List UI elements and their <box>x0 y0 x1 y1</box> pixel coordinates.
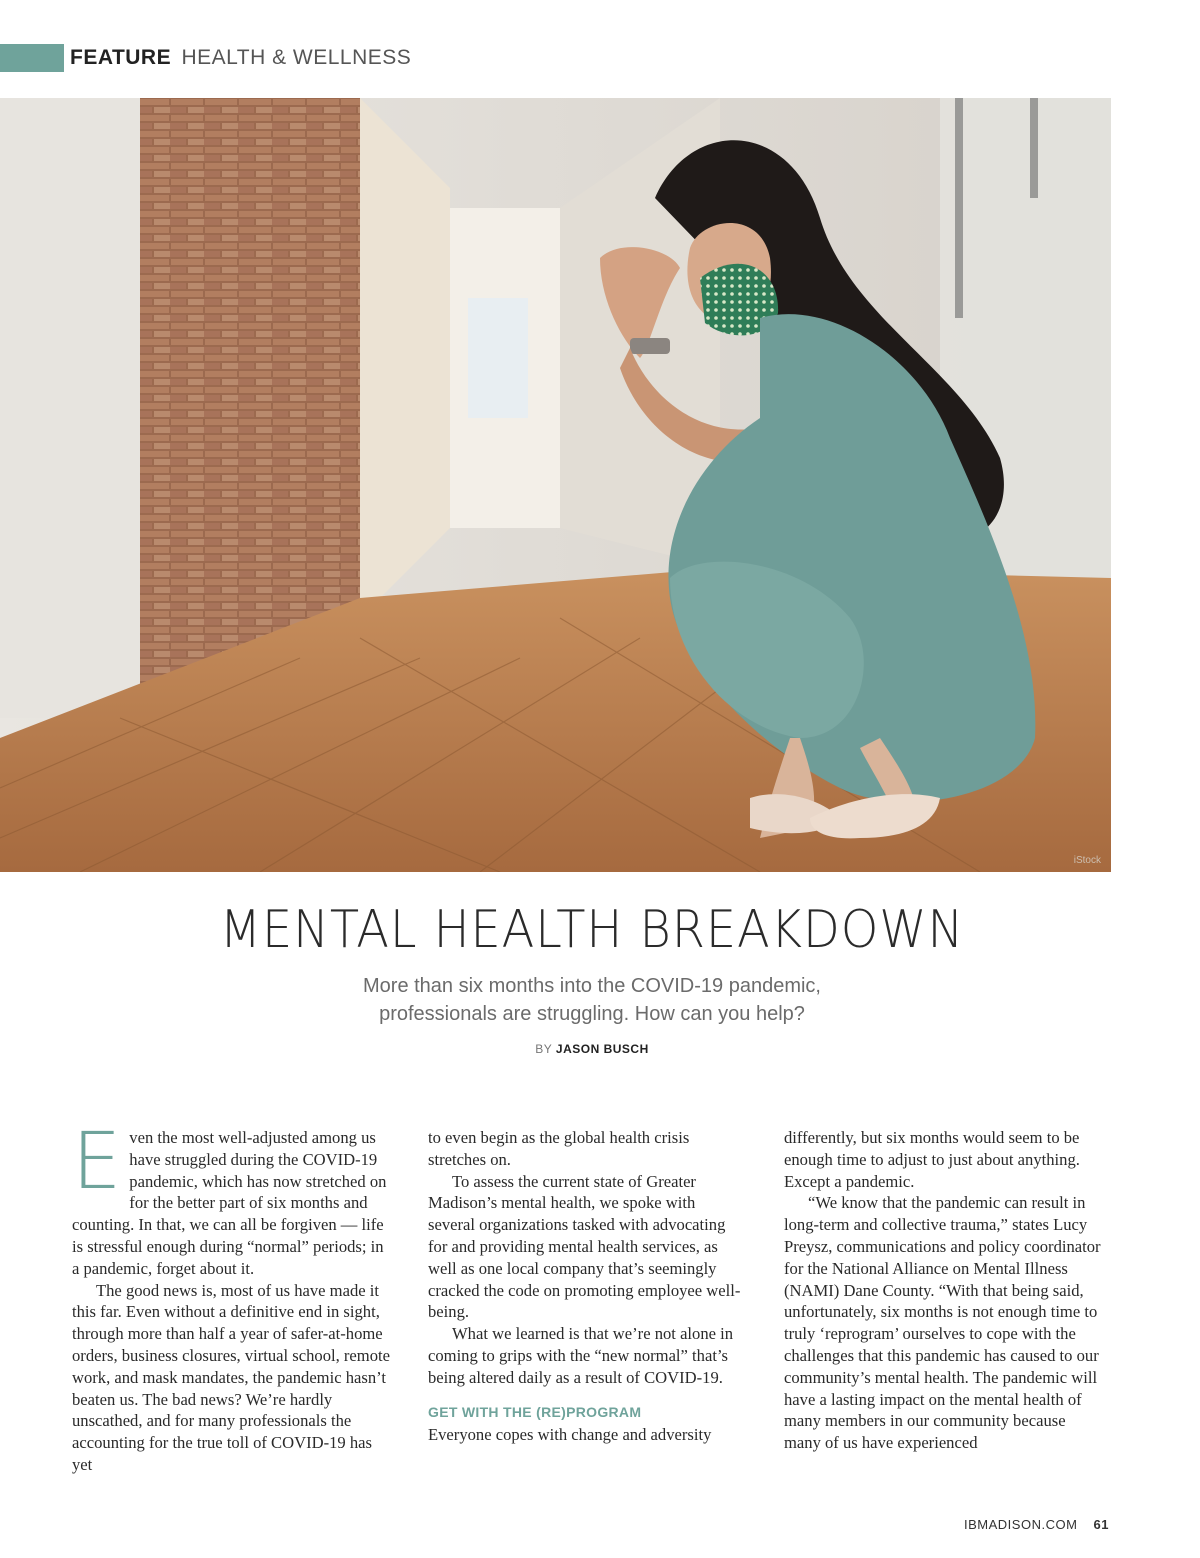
section-label <box>70 46 411 70</box>
paragraph: Everyone copes with change and adversity <box>428 1425 712 1445</box>
drop-cap: E <box>72 1117 122 1207</box>
byline-prefix: BY <box>535 1042 553 1056</box>
article-dek <box>0 972 1184 1028</box>
article-column-2 <box>428 1127 746 1446</box>
section-subhead: GET WITH THE (RE)PROGRAM <box>428 1403 642 1420</box>
paragraph: What we learned is that we’re not alone in coming to grips with the “new normal” that’s being altered daily as a result of COVID-19. <box>428 1324 734 1387</box>
section-subtitle: HEALTH & WELLNESS <box>181 46 412 69</box>
byline <box>0 1042 1184 1056</box>
section-accent-bar <box>0 44 64 72</box>
dek-line: More than six months into the COVID-19 pandemic, <box>363 975 821 997</box>
paragraph-text: ven the most well-adjusted among us have struggled during the COVID-19 pandemic, which has now stretched on for the better part of six months and counting. In that, we can all be forgiven — life is stressful enough during “normal” periods; in a pandemic, forget about it. <box>72 1128 387 1278</box>
article-column-1 <box>72 1117 390 1476</box>
section-kicker: FEATURE <box>70 46 172 69</box>
dek-line: professionals are struggling. How can you help? <box>379 1003 805 1025</box>
byline-author: JASON BUSCH <box>555 1042 649 1056</box>
article-column-3 <box>784 1127 1102 1454</box>
photo-credit: iStock <box>1073 855 1101 866</box>
paragraph: The good news is, most of us have made it this far. Even without a definitive end in sight, through more than half a year of safer-at-home orders, business closures, virtual school, remote work, and mask mandates, the pandemic hasn’t beaten us. The bad news? We’re hardly unscathed, and for many professionals the accounting for the true toll of COVID-19 has yet <box>72 1280 390 1474</box>
page-number: 61 <box>1093 1517 1109 1532</box>
paragraph: To assess the current state of Greater Madison’s mental health, we spoke with several organizations tasked with advocating for and providing mental health services, as well as one local company that’s seemingly cracked the code on promoting employee well-being. <box>428 1171 741 1322</box>
page-footer <box>964 1517 1109 1532</box>
paragraph <box>72 1117 390 1280</box>
paragraph: “We know that the pandemic can result in long-term and collective trauma,” states Lucy Preysz, communications and policy coordinator for the National Alliance on Mental Illness (NAMI) Dane County. “With that being said, unfortunately, six months is not enough time to truly ‘reprogram’ ourselves to cope with the challenges that this pandemic has caused to our community’s mental health. The pandemic will have a lasting impact on the mental health of many members in our community because many of us have experienced <box>784 1193 1101 1453</box>
site-url: IBMADISON.COM <box>964 1517 1078 1532</box>
hero-photo <box>0 98 1111 872</box>
paragraph: differently, but six months would seem to be enough time to adjust to just about anything. Except a pandemic. <box>784 1128 1080 1191</box>
hero-illustration <box>0 98 1111 872</box>
paragraph: to even begin as the global health crisis stretches on. <box>428 1128 690 1169</box>
article-headline: MENTAL HEALTH BREAKDOWN <box>219 900 965 960</box>
